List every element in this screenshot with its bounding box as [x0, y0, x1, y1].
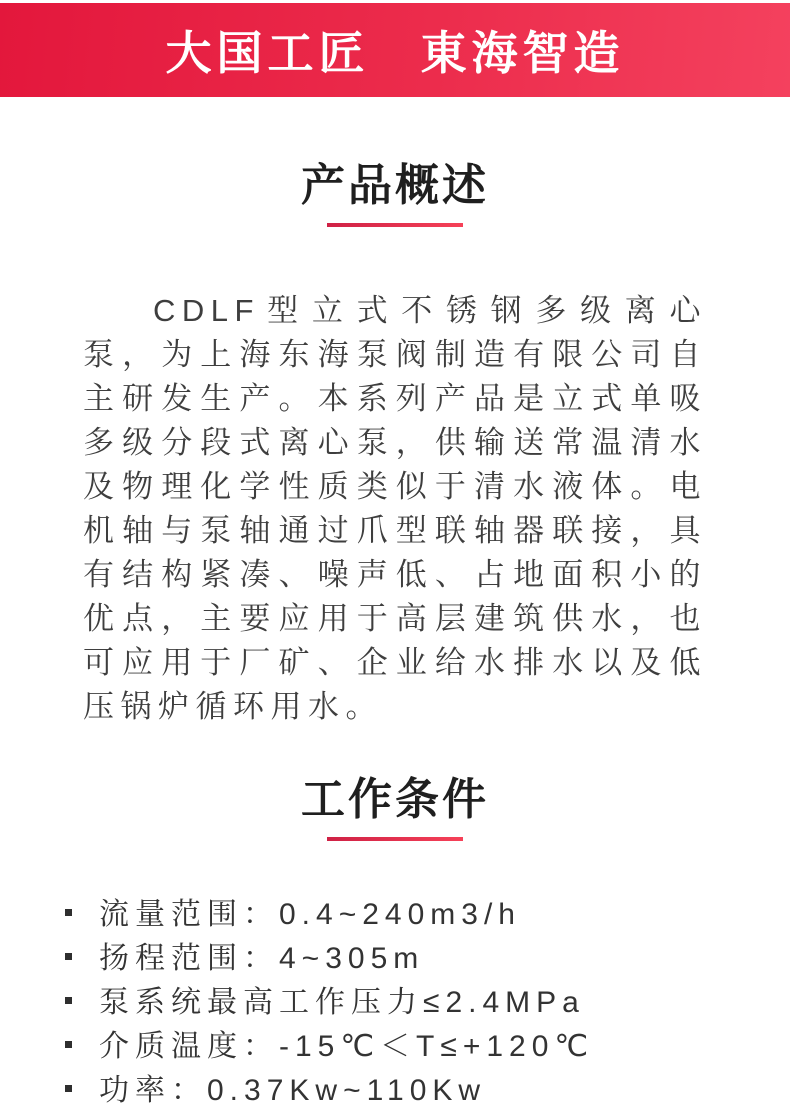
spec-power-range: 功率：0.37Kw~110Kw: [99, 1074, 487, 1107]
title-underline-divider: [327, 837, 463, 841]
brand-banner-title: 大国工匠 東海智造: [165, 27, 625, 79]
list-item: [65, 1065, 730, 1109]
list-item: [65, 977, 730, 1021]
bullet-dot-icon: [65, 1041, 72, 1048]
conditions-section-title: 工作条件: [301, 775, 489, 824]
list-item: [65, 889, 730, 933]
section-header-conditions: [0, 775, 790, 841]
bullet-dot-icon: [65, 997, 72, 1004]
spec-medium-temperature: 介质温度：-15℃＜T≤+120℃: [99, 1030, 595, 1063]
spec-head-range: 扬程范围：4~305m: [99, 942, 425, 975]
list-item: [65, 933, 730, 977]
overview-paragraph: CDLF型立式不锈钢多级离心泵，为上海东海泵阀制造有限公司自主研发生产。本系列产品是立式单吸多级分段式离心泵，供输送常温清水及物理化学性质类似于清水液体。电机轴与泵轴通过爪型联轴器联接，具有结构紧凑、噪声低、占地面积小的优点，主要应用于高层建筑供水，也可应用于厂矿、企业给水排水以及低压锅炉循环用水。: [83, 293, 707, 724]
spec-max-pressure: 泵系统最高工作压力≤2.4MPa: [99, 986, 585, 1019]
overview-section-title: 产品概述: [301, 161, 489, 210]
spec-flow-range: 流量范围：0.4~240m3/h: [99, 898, 521, 931]
title-underline-divider: [327, 223, 463, 227]
working-conditions-list: [0, 889, 790, 1109]
section-header-overview: [0, 161, 790, 227]
bullet-dot-icon: [65, 953, 72, 960]
brand-banner: [0, 3, 790, 97]
bullet-dot-icon: [65, 909, 72, 916]
bullet-dot-icon: [65, 1085, 72, 1092]
list-item: [65, 1021, 730, 1065]
